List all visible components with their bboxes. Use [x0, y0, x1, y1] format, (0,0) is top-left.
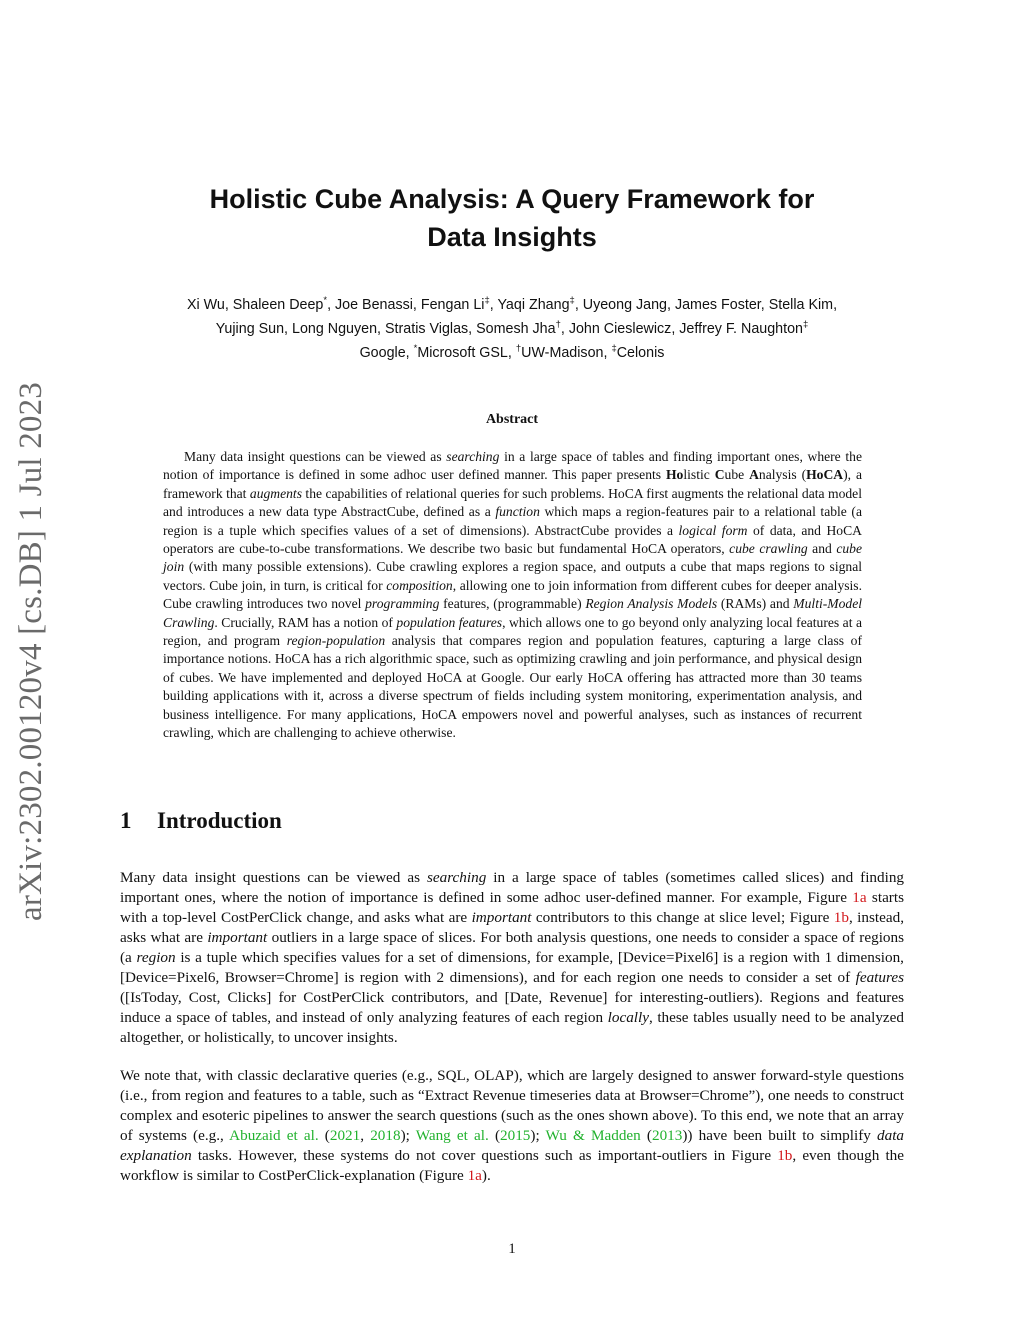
citation-wang-2015[interactable]: 2015 — [500, 1127, 531, 1144]
intro-paragraph-1: Many data insight questions can be viewed as searching in a large space of tables (sometimes called slices) and finding important ones, where the notion of importance is defined in some adhoc user-defined manner. For example, Figure 1a starts with a top-level CostPerClick change, and asks what are important contributors to this change at slice level; Figure 1b, instead, asks what are important outliers in a large space of slices. For both analysis questions, one needs to consider a space of regions (a region is a tuple which specifies values for a set of dimensions, for example, [Device=Pixel6] is a region with 1 dimension, [Device=Pixel6, Browser=Chrome] is region with 2 dimensions), and for each region one needs to consider a set of features ([IsToday, Cost, Clicks] for CostPerClick contributors, and [Date, Revenue] for interesting-outliers). Regions and features induce a space of tables, and instead of only analyzing features of each region locally, these tables usually need to be analyzed altogether, or holistically, to uncover insights. — [120, 869, 905, 1046]
author-block — [0, 293, 1024, 365]
abstract-text: Many data insight questions can be viewed as searching in a large space of tables and finding important ones, where the notion of importance is defined in some adhoc user defined manner. This paper presents Holistic Cube Analysis (HoCA), a framework that augments the capabilities of relational queries for such problems. HoCA first augments the relational data model and introduces a new data type AbstractCube, defined as a function which maps a region-features pair to a relational table (a region is a tuple which specifies values of a set of dimensions). AbstractCube provides a logical form of data, and HoCA operators are cube-to-cube transformations. We describe two basic but fundamental HoCA operators, cube crawling and cube join (with many possible extensions). Cube crawling explores a region space, and outputs a cube that maps regions to signal vectors. Cube join, in turn, is critical for composition, allowing one to join information from different cubes for deeper analysis. Cube crawling introduces two novel programming features, (programmable) Region Analysis Models (RAMs) and Multi-Model Crawling. Crucially, RAM has a notion of population features, which allows one to go beyond only analyzing local features at a region, and program region-population analysis that compares region and population features, capturing a large class of importance notions. HoCA has a rich algorithmic space, such as optimizing crawling and join performance, and physical design of cubes. We have implemented and deployed HoCA at Google. Our early HoCA offering has attracted more than 30 teams building applications with it, across a diverse spectrum of fields including system monitoring, experimentation analysis, and business intelligence. For many applications, HoCA empowers novel and powerful analyses, such as instances of recurrent crawling, which are challenging to achieve otherwise. — [163, 449, 863, 741]
figure-ref-1a[interactable]: 1a — [852, 889, 867, 906]
citation-wang[interactable]: Wang et al. — [415, 1127, 489, 1144]
section-title: Introduction — [157, 808, 282, 833]
citation-wu-madden-2013[interactable]: 2013 — [651, 1127, 683, 1144]
figure-ref-1b[interactable]: 1b — [777, 1147, 793, 1164]
figure-ref-1b[interactable]: 1b — [833, 909, 849, 926]
arxiv-id: arXiv:2302.00120v4 [cs.DB] 1 Jul 2023 — [13, 381, 50, 921]
figure-ref-1a[interactable]: 1a — [467, 1167, 482, 1184]
citation-abuzaid-2018[interactable]: 2018 — [370, 1127, 401, 1144]
abstract-heading: Abstract — [485, 412, 539, 427]
author-line-2: Yujing Sun, Long Nguyen, Stratis Viglas, Somesh Jha†, John Cieslewicz, Jeffrey F. Naughton‡ — [215, 319, 809, 337]
affiliation-line: Google, *Microsoft GSL, †UW-Madison, ‡Celonis — [359, 343, 665, 361]
citation-abuzaid-2021[interactable]: 2021 — [329, 1127, 361, 1144]
section-heading-introduction — [120, 806, 282, 836]
intro-paragraph-2: We note that, with classic declarative queries (e.g., SQL, OLAP), which are largely designed to answer forward-style questions (i.e., from region and features to a table, such as “Extract Revenue timeseries data at Browser=Chrome”), one needs to construct complex and esoteric pipelines to answer the search questions (such as the ones shown above). To this end, we note that an array of systems (e.g., Abuzaid et al. (2021, 2018); Wang et al. (2015); Wu & Madden (2013)) have been built to simplify data explanation tasks. However, these systems do not cover questions such as important-outliers in Figure 1b, even though the workflow is similar to CostPerClick-explanation (Figure 1a). — [120, 1067, 905, 1184]
arxiv-sidebar — [6, 372, 58, 930]
page-number: 1 — [508, 1241, 516, 1257]
paper-title: Holistic Cube Analysis: A Query Framework for Data Insights — [209, 184, 815, 252]
section-number: 1 — [120, 808, 132, 833]
author-line-1: Xi Wu, Shaleen Deep*, Joe Benassi, Fengan Li‡, Yaqi Zhang‡, Uyeong Jang, James Foster, Stella Kim, — [186, 295, 838, 313]
citation-wu-madden[interactable]: Wu & Madden — [545, 1127, 641, 1144]
citation-abuzaid[interactable]: Abuzaid et al. — [229, 1127, 319, 1144]
